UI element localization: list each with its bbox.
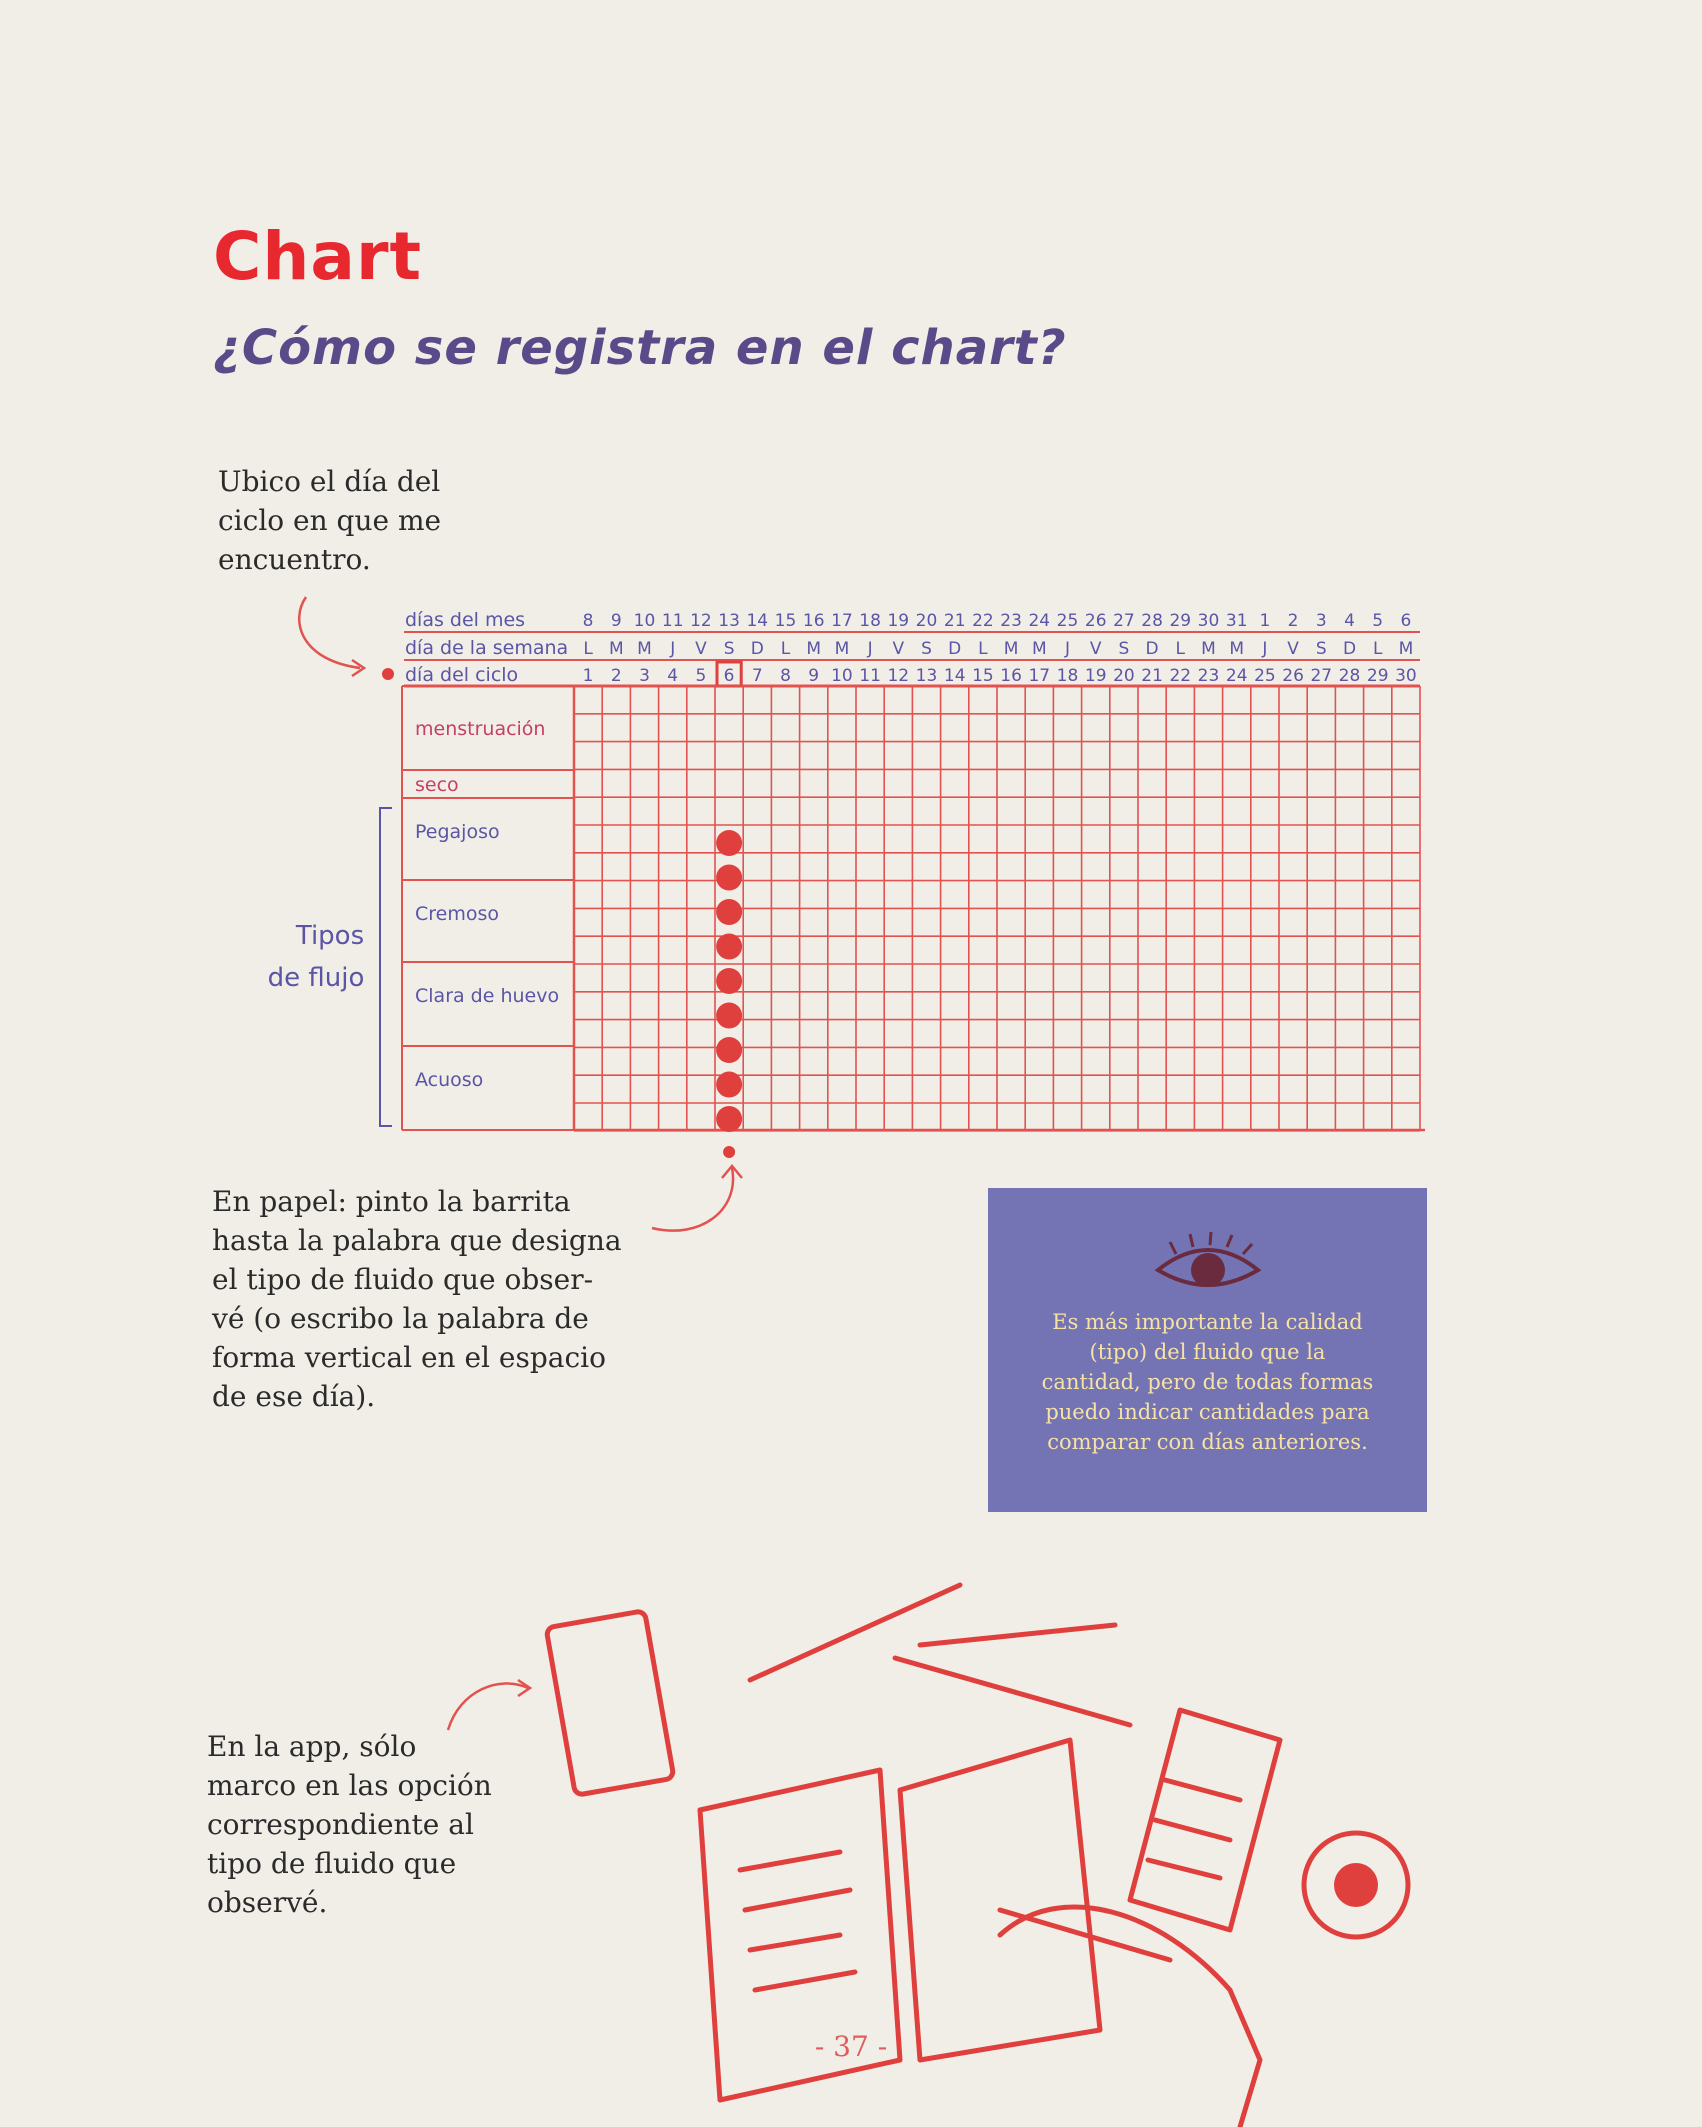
weekday-label: L [583, 639, 593, 659]
day-of-month-label: 24 [1028, 611, 1051, 631]
cycle-day-label: 2 [610, 666, 622, 686]
cycle-day-label: 25 [1254, 666, 1276, 686]
day-of-month-label: 5 [1372, 611, 1384, 631]
weekday-label: S [921, 639, 932, 659]
cycle-day-label: 1 [582, 666, 594, 686]
day-of-month-label: 21 [943, 611, 966, 631]
weekday-label: M [1003, 639, 1019, 659]
day-of-month-label: 23 [1000, 611, 1022, 631]
cycle-day-label: 3 [639, 666, 650, 686]
day-of-month-label: 1 [1259, 611, 1271, 631]
cycle-day-label: 27 [1310, 666, 1333, 686]
filled-mark [716, 865, 742, 891]
filled-mark [716, 968, 742, 994]
weekday-label: L [1372, 639, 1383, 659]
row-label: menstruación [415, 718, 546, 740]
weekday-label: M [1201, 639, 1216, 659]
arrow-to-app [448, 1683, 528, 1730]
weekday-label: V [695, 639, 707, 659]
weekday-label: V [892, 639, 905, 659]
weekday-label: J [670, 639, 676, 659]
weekday-label: S [1118, 639, 1130, 659]
cycle-day-label: 11 [859, 666, 881, 686]
cycle-day-label: 30 [1395, 666, 1417, 686]
tip-text: Es más importante la calidad (tipo) del fluido que la cantidad, pero de todas formas puedo indicar cantidades para comparar con días anteriores. [1041, 1310, 1374, 1454]
cycle-day-label: 9 [808, 666, 820, 686]
filled-mark [716, 899, 742, 925]
cycle-day-label: 7 [751, 666, 763, 686]
cycle-day-label: 6 [723, 666, 735, 686]
cycle-day-label: 24 [1225, 666, 1248, 686]
filled-mark [716, 1072, 742, 1098]
day-of-month-label: 11 [661, 611, 684, 631]
day-of-month-label: 15 [774, 611, 797, 631]
cycle-day-label: 20 [1113, 666, 1135, 686]
locate-day-note: Ubico el día del ciclo en que me encuentro. [218, 465, 442, 576]
weekday-label: M [637, 639, 652, 659]
day-of-month-label: 13 [718, 611, 740, 631]
eye-icon [1148, 1230, 1268, 1300]
group-bracket [380, 808, 392, 1126]
column-indicator-dot [723, 1146, 735, 1158]
cycle-day-label: 10 [831, 666, 853, 686]
arrow-to-column [652, 1168, 733, 1231]
cycle-day-label: 23 [1197, 666, 1220, 686]
cycle-day-label: 19 [1084, 666, 1107, 686]
day-of-month-label: 25 [1056, 611, 1079, 631]
cycle-day-label: 8 [780, 666, 791, 686]
day-of-month-label: 20 [915, 611, 938, 631]
weekday-label: M [1229, 639, 1245, 659]
cycle-day-label: 14 [943, 666, 966, 686]
weekday-label: M [1031, 639, 1047, 659]
weekday-label: V [1089, 639, 1102, 659]
weekday-label: S [1315, 639, 1327, 659]
cycle-day-label: 5 [695, 666, 707, 686]
day-of-month-label: 26 [1084, 611, 1107, 631]
day-of-month-label: 29 [1169, 611, 1192, 631]
day-of-month-label: 14 [746, 611, 769, 631]
header-label: día de la semana [405, 637, 569, 659]
cycle-day-label: 22 [1169, 666, 1192, 686]
day-of-month-label: 3 [1315, 611, 1327, 631]
day-of-month-label: 30 [1197, 611, 1220, 631]
pencil-icon [895, 1658, 1130, 1725]
page-title: Chart [213, 218, 423, 295]
header-label: día del ciclo [405, 664, 519, 686]
cycle-day-label: 4 [667, 666, 679, 686]
weekday-label: D [1342, 639, 1357, 659]
day-of-month-label: 22 [972, 611, 994, 631]
cycle-day-label: 16 [1000, 666, 1022, 686]
row-label: Acuoso [415, 1069, 484, 1091]
day-of-month-label: 4 [1344, 611, 1355, 631]
row-label: Cremoso [415, 903, 500, 925]
cycle-day-label: 29 [1366, 666, 1389, 686]
hand-icon [1000, 1907, 1260, 2127]
filled-mark [716, 1037, 742, 1063]
weekday-label: M [1398, 639, 1414, 659]
weekday-label: L [978, 639, 988, 659]
weekday-label: L [780, 639, 791, 659]
day-of-month-label: 12 [690, 611, 712, 631]
page-subtitle: ¿Cómo se registra en el chart? [213, 320, 1067, 376]
day-of-month-label: 31 [1225, 611, 1248, 631]
weekday-label: M [806, 639, 822, 659]
day-of-month-label: 17 [831, 611, 853, 631]
weekday-label: J [1064, 639, 1071, 659]
cycle-day-label: 28 [1338, 666, 1361, 686]
weekday-label: D [948, 639, 962, 659]
day-of-month-label: 28 [1141, 611, 1163, 631]
row-label: Pegajoso [415, 821, 500, 843]
cycle-day-label: 26 [1282, 666, 1304, 686]
cycle-day-label: 13 [915, 666, 938, 686]
cycle-day-label: 12 [887, 666, 910, 686]
cycle-day-dot [382, 668, 394, 680]
app-note: En la app, sólo marco en las opción correspondiente al tipo de fluido que observé. [207, 1730, 492, 1919]
tip-box [988, 1188, 1427, 1512]
day-of-month-label: 18 [859, 611, 881, 631]
weekday-label: S [723, 639, 735, 659]
filled-mark [716, 934, 742, 960]
group-label-line2: de flujo [267, 963, 365, 993]
paper-note: En papel: pinto la barrita hasta la palabra que designa el tipo de fluido que obser- vé (o escribo la palabra de forma vertical en el espacio de ese día). [212, 1185, 622, 1413]
weekday-label: J [867, 639, 873, 659]
filled-mark [716, 830, 742, 856]
cycle-day-label: 15 [972, 666, 994, 686]
row-label: Clara de huevo [415, 985, 560, 1007]
weekday-label: D [750, 639, 764, 659]
day-of-month-label: 8 [582, 611, 594, 631]
phone-icon [546, 1611, 674, 1796]
cycle-day-label: 21 [1141, 666, 1163, 686]
day-of-month-label: 6 [1400, 611, 1412, 631]
cycle-day-label: 17 [1028, 666, 1051, 686]
weekday-label: V [1287, 639, 1299, 659]
cycle-day-label: 18 [1056, 666, 1079, 686]
header-label: días del mes [405, 609, 526, 631]
day-of-month-label: 16 [802, 611, 825, 631]
weekday-label: J [1262, 639, 1268, 659]
page-number: - 37 - [814, 2030, 888, 2063]
weekday-label: M [834, 639, 850, 659]
arrow-to-cycle-day [299, 597, 360, 668]
day-of-month-label: 27 [1113, 611, 1135, 631]
row-label: seco [415, 774, 459, 796]
filled-mark [716, 1003, 742, 1029]
day-of-month-label: 19 [887, 611, 910, 631]
day-of-month-label: 9 [610, 611, 622, 631]
day-of-month-label: 2 [1287, 611, 1299, 631]
filled-mark [716, 1106, 742, 1132]
weekday-label: M [608, 639, 624, 659]
group-label-line1: Tipos [295, 921, 365, 951]
day-of-month-label: 10 [633, 611, 656, 631]
weekday-label: D [1145, 639, 1159, 659]
weekday-label: L [1175, 639, 1186, 659]
notebook-right-page [900, 1740, 1100, 2060]
